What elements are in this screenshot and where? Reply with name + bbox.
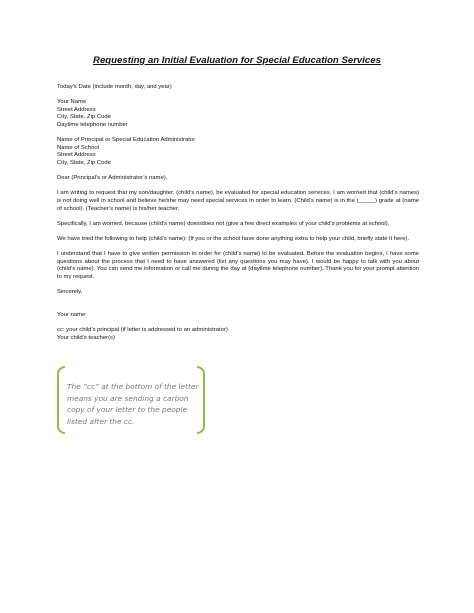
date-line: Today’s Date (include month, day, and year) xyxy=(57,84,172,90)
salutation: Dear (Principal’s or Administrator’s name), xyxy=(57,175,168,182)
document-title: Requesting an Initial Evaluation for Special Education Services xyxy=(93,55,381,66)
paragraph-tried: We have tried the following to help (child’s name): (If you or the school have done anything extra to help your child, briefly state it here). xyxy=(57,235,410,242)
callout-note: The “cc” at the bottom of the letter means you are sending a carbon copy of your letter to the people listed after the cc. xyxy=(67,382,199,426)
cc-list xyxy=(57,327,419,342)
recipient-street: Street Address xyxy=(57,152,96,159)
sender-name: Your Name xyxy=(57,99,87,106)
callout-bracket-left xyxy=(57,366,65,434)
recipient-address xyxy=(57,137,419,167)
recipient-city: City, State, Zip Code xyxy=(57,159,111,166)
closing: Sincerely, xyxy=(57,289,83,296)
recipient-name: Name of Principal or Special Education Administrator xyxy=(57,137,196,144)
signature: Your name xyxy=(57,311,86,318)
cc-teacher: Your child’s teacher(s) xyxy=(57,334,115,341)
cc-principal: cc: your child’s principal (if letter is addressed to an administrator) xyxy=(57,327,228,333)
recipient-school: Name of School xyxy=(57,144,99,151)
sender-phone: Daytime telephone number xyxy=(57,121,128,128)
paragraph-concerns: Specifically, I am worried, because (child’s name) does/does not (give a few direct examples of your child’s problems at school). xyxy=(57,220,390,227)
letter-body xyxy=(57,84,419,350)
sender-street: Street Address xyxy=(57,106,96,113)
sender-city: City, State, Zip Code xyxy=(57,114,111,121)
sender-address xyxy=(57,99,419,129)
paragraph-request: I am writing to request that my son/daughter, (child’s name), be evaluated for special education services. I am worried that (child’s names) is not doing well in school and believe he/she may need special services in order to learn. (Child’s name) is in the (_____) grade at (name of school). (Teacher’s name) is his/her teacher. xyxy=(57,190,419,212)
paragraph-permission: I understand that I have to give written permission in order for (child’s name) to be evaluated. Before the evaluation begins, I have some questions about the process that I need to have answered (list any questions you may have). I would be happy to talk with you about (child’s name). You can send me information or call me during the day at (daytime telephone number). Thank you for your prompt attention to my request. xyxy=(57,251,419,280)
